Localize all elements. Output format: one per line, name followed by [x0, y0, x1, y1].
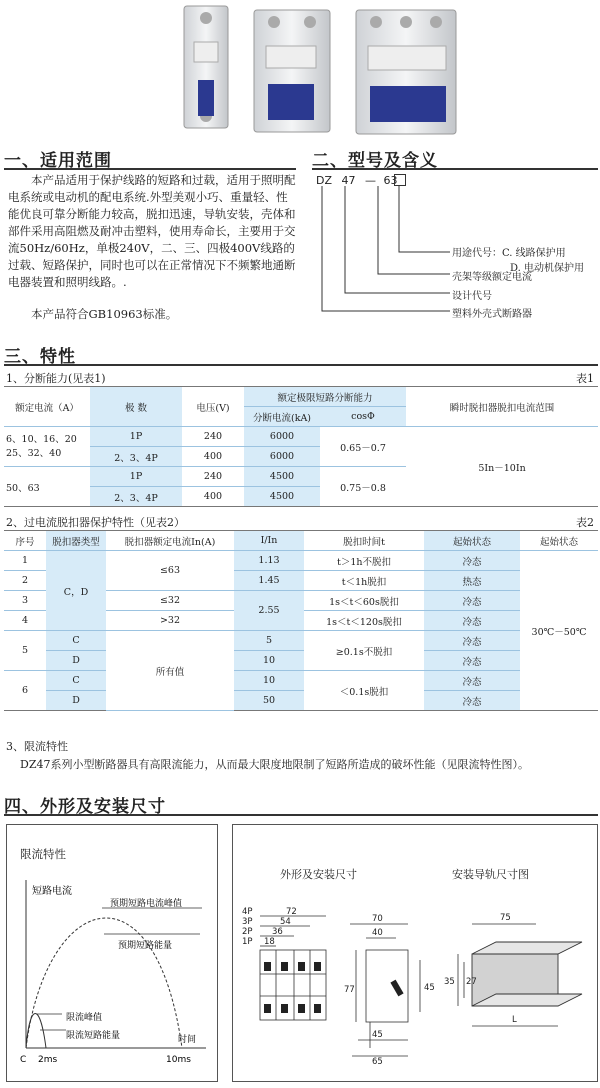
table1-tag: 表1: [576, 372, 594, 385]
pole-1p: 1P: [242, 937, 253, 947]
t2-head-state2: 起始状态: [520, 531, 598, 551]
t1-r2-ka-a: 4500: [244, 467, 320, 487]
section3-3-caption: 3、限流特性: [6, 740, 68, 753]
t2-seq-2: 2: [4, 571, 46, 591]
t2-time-6: ＜0.1s脱扣: [304, 671, 424, 711]
dim-45-right: 45: [424, 983, 435, 993]
t2-state-2: 热态: [424, 571, 520, 591]
t2-ratio-3: 2.55: [234, 591, 304, 631]
t2-head-seq: 序号: [4, 531, 46, 551]
model-63: 63: [383, 174, 398, 187]
t1-head-cos: cosΦ: [320, 407, 406, 427]
t2-head-ratio: I/In: [234, 531, 304, 551]
t2-state-5: 冷态: [424, 631, 520, 651]
t1-r1-ka-b: 6000: [244, 447, 320, 467]
dimensions-title: 外形及安装尺寸: [280, 868, 357, 881]
model-47: 47: [341, 174, 356, 187]
t1-head-voltage: 电压(V): [182, 387, 244, 427]
t2-head-state: 起始状态: [424, 531, 520, 551]
table2-caption: 2、过电流脱扣器保护特性（见表2）: [6, 516, 185, 529]
t2-type-cd: C，D: [46, 551, 106, 631]
pole-4p: 4P: [242, 907, 253, 917]
dim-36: 36: [272, 927, 283, 937]
t2-cur-le32: ≤32: [106, 591, 234, 611]
section1-standard: 本产品符合GB10963标准。: [31, 307, 178, 321]
product-photos: [170, 0, 460, 142]
t2-state-1: 冷态: [424, 551, 520, 571]
t1-r2-volt-a: 240: [182, 467, 244, 487]
chart1-tick-10ms: 10ms: [166, 1055, 191, 1065]
t1-head-range: 瞬时脱扣器脱扣电流范围: [406, 387, 598, 427]
t2-type-c2: C: [46, 671, 106, 691]
breaker-2p-image: [254, 10, 330, 132]
t2-state-6: 冷态: [424, 651, 520, 671]
t1-head-ka: 分断电流(kA): [244, 407, 320, 427]
t1-r1-poles-b: 2、3、4P: [90, 447, 182, 467]
t2-time-4: 1s＜t＜120s脱扣: [304, 611, 424, 631]
t2-temp: 30℃－50℃: [520, 551, 598, 711]
t2-cur-all: 所有值: [106, 631, 234, 711]
t1-head-current: 额定电流（A）: [4, 387, 90, 427]
t1-head-group: 额定极限短路分断能力: [244, 387, 406, 407]
label-design-code: 设计代号: [452, 291, 492, 302]
dim-70: 70: [372, 914, 383, 924]
chart1-tick-2ms: 2ms: [38, 1055, 58, 1065]
dimensions-drawing: [236, 898, 594, 1066]
t2-seq-1: 1: [4, 551, 46, 571]
t1-r1-volt-a: 240: [182, 427, 244, 447]
current-limiting-chart: [6, 870, 216, 1070]
chart1-ylabel: 短路电流: [32, 886, 72, 897]
t2-ratio-2: 1.45: [234, 571, 304, 591]
t2-ratio-1: 1.13: [234, 551, 304, 571]
dim-45-bottom: 45: [372, 1030, 383, 1040]
dim-18: 18: [264, 937, 275, 947]
chart1-title: 限流特性: [20, 847, 66, 861]
rail-dim-l: L: [512, 1015, 517, 1025]
t2-cur-gt32: >32: [106, 611, 234, 631]
pole-2p: 2P: [242, 927, 253, 937]
section4-title: 四、外形及安装尺寸: [4, 797, 166, 817]
chart1-label-peak: 预期短路电流峰值: [110, 899, 183, 909]
t2-head-current: 脱扣器额定电流In(A): [106, 531, 234, 551]
t2-seq-3: 3: [4, 591, 46, 611]
t2-head-time: 脱扣时间t: [304, 531, 424, 551]
label-frame-current: 壳架等级额定电流: [452, 272, 532, 283]
t1-head-poles: 极 数: [90, 387, 182, 427]
t2-head-type: 脱扣器类型: [46, 531, 106, 551]
t2-state-3: 冷态: [424, 591, 520, 611]
table1-caption: 1、分断能力(见表1): [6, 372, 106, 385]
t2-ratio-7: 50: [234, 691, 304, 711]
t2-time-1: t＞1h不脱扣: [304, 551, 424, 571]
label-usage: 用途代号：C. 线路保护用: [452, 248, 566, 259]
breaker-3p-image: [356, 10, 456, 134]
t1-r2-current: 50、63: [4, 467, 90, 507]
chart1-tick-c: C: [20, 1055, 27, 1065]
model-leader-lines: [300, 186, 460, 316]
t1-r2-poles-a: 1P: [90, 467, 182, 487]
t1-r1-ka-a: 6000: [244, 427, 320, 447]
prospective-current-curve: [26, 918, 182, 1048]
t2-ratio-5: 10: [234, 651, 304, 671]
t2-seq-5: 5: [4, 631, 46, 671]
t1-r2-ka-b: 4500: [244, 487, 320, 507]
rail-dim-75: 75: [500, 913, 511, 923]
pole-3p: 3P: [242, 917, 253, 927]
dim-40: 40: [372, 928, 383, 938]
table1: [4, 386, 598, 507]
model-dz: DZ: [316, 174, 333, 187]
t1-r1-cos: 0.65－0.7: [320, 427, 406, 467]
side-view-outline: [366, 950, 408, 1022]
t2-ratio-4: 5: [234, 631, 304, 651]
t2-state-7: 冷态: [424, 671, 520, 691]
t1-range: 5In－10In: [406, 427, 598, 507]
t2-time-5: ≥0.1s不脱扣: [304, 631, 424, 671]
section1-title: 一、适用范围: [4, 151, 112, 171]
section3-3-text: DZ47系列小型断路器具有高限流能力，从而最大限度地限制了短路所造成的破坏性能（见限流特性图）。: [20, 758, 529, 771]
model-dash: —: [365, 174, 377, 187]
t2-state-4: 冷态: [424, 611, 520, 631]
dim-54: 54: [280, 917, 291, 927]
t2-type-c1: C: [46, 631, 106, 651]
chart1-label-lim-peak: 限流峰值: [66, 1013, 103, 1023]
section1-paragraph: 本产品适用于保护线路的短路和过载，适用于照明配电系统或电动机的配电系统.外型美观小巧、重量轻、性能优良可靠分断能力较高，脱扣迅速，导轨安装，壳体和部件采用高阻燃及耐冲击塑料，使用寿命长，主要用于交流50Hz/60Hz，单极240V，二、三、四极400V线路的过载、短路保护，同时也可以在正常情况下不频繁地通断电器装置和照明线路。.: [8, 173, 296, 289]
t1-r1-poles-a: 1P: [90, 427, 182, 447]
breaker-1p-image: [184, 6, 228, 128]
dim-65: 65: [372, 1057, 383, 1066]
t1-r2-volt-b: 400: [182, 487, 244, 507]
t2-time-2: t＜1h脱扣: [304, 571, 424, 591]
rail-dim-27: 27: [466, 977, 477, 987]
chart1-label-lim-energy: 限流短路能量: [66, 1031, 121, 1041]
rail-dim-35: 35: [444, 977, 455, 987]
chart1-xlabel: 时间: [178, 1035, 197, 1045]
section3-title: 三、特性: [4, 347, 76, 367]
model-suffix-box: [394, 174, 406, 186]
label-usage-d: D. 电动机保护用: [510, 263, 585, 274]
section2-title: 二、型号及含义: [312, 151, 438, 171]
t1-r1-current: 6、10、16、20 25、32、40: [4, 427, 90, 467]
t2-type-d2: D: [46, 691, 106, 711]
t2-seq-6: 6: [4, 671, 46, 711]
rail-top-flange: [472, 942, 582, 954]
t1-r2-cos: 0.75－0.8: [320, 467, 406, 507]
t2-time-3: 1s＜t＜60s脱扣: [304, 591, 424, 611]
t2-cur-le63: ≤63: [106, 551, 234, 591]
t2-type-d1: D: [46, 651, 106, 671]
t1-r2-poles-b: 2、3、4P: [90, 487, 182, 507]
t2-seq-4: 4: [4, 611, 46, 631]
t2-ratio-6: 10: [234, 671, 304, 691]
chart1-label-energy: 预期短路能量: [118, 941, 173, 951]
t2-state-8: 冷态: [424, 691, 520, 711]
dim-72: 72: [286, 907, 297, 917]
t1-r1-volt-b: 400: [182, 447, 244, 467]
table2: [4, 530, 598, 711]
label-mccb: 塑料外壳式断路器: [452, 309, 532, 320]
table2-tag: 表2: [576, 516, 594, 529]
rail-title: 安装导轨尺寸图: [452, 868, 529, 881]
dim-77: 77: [344, 985, 355, 995]
